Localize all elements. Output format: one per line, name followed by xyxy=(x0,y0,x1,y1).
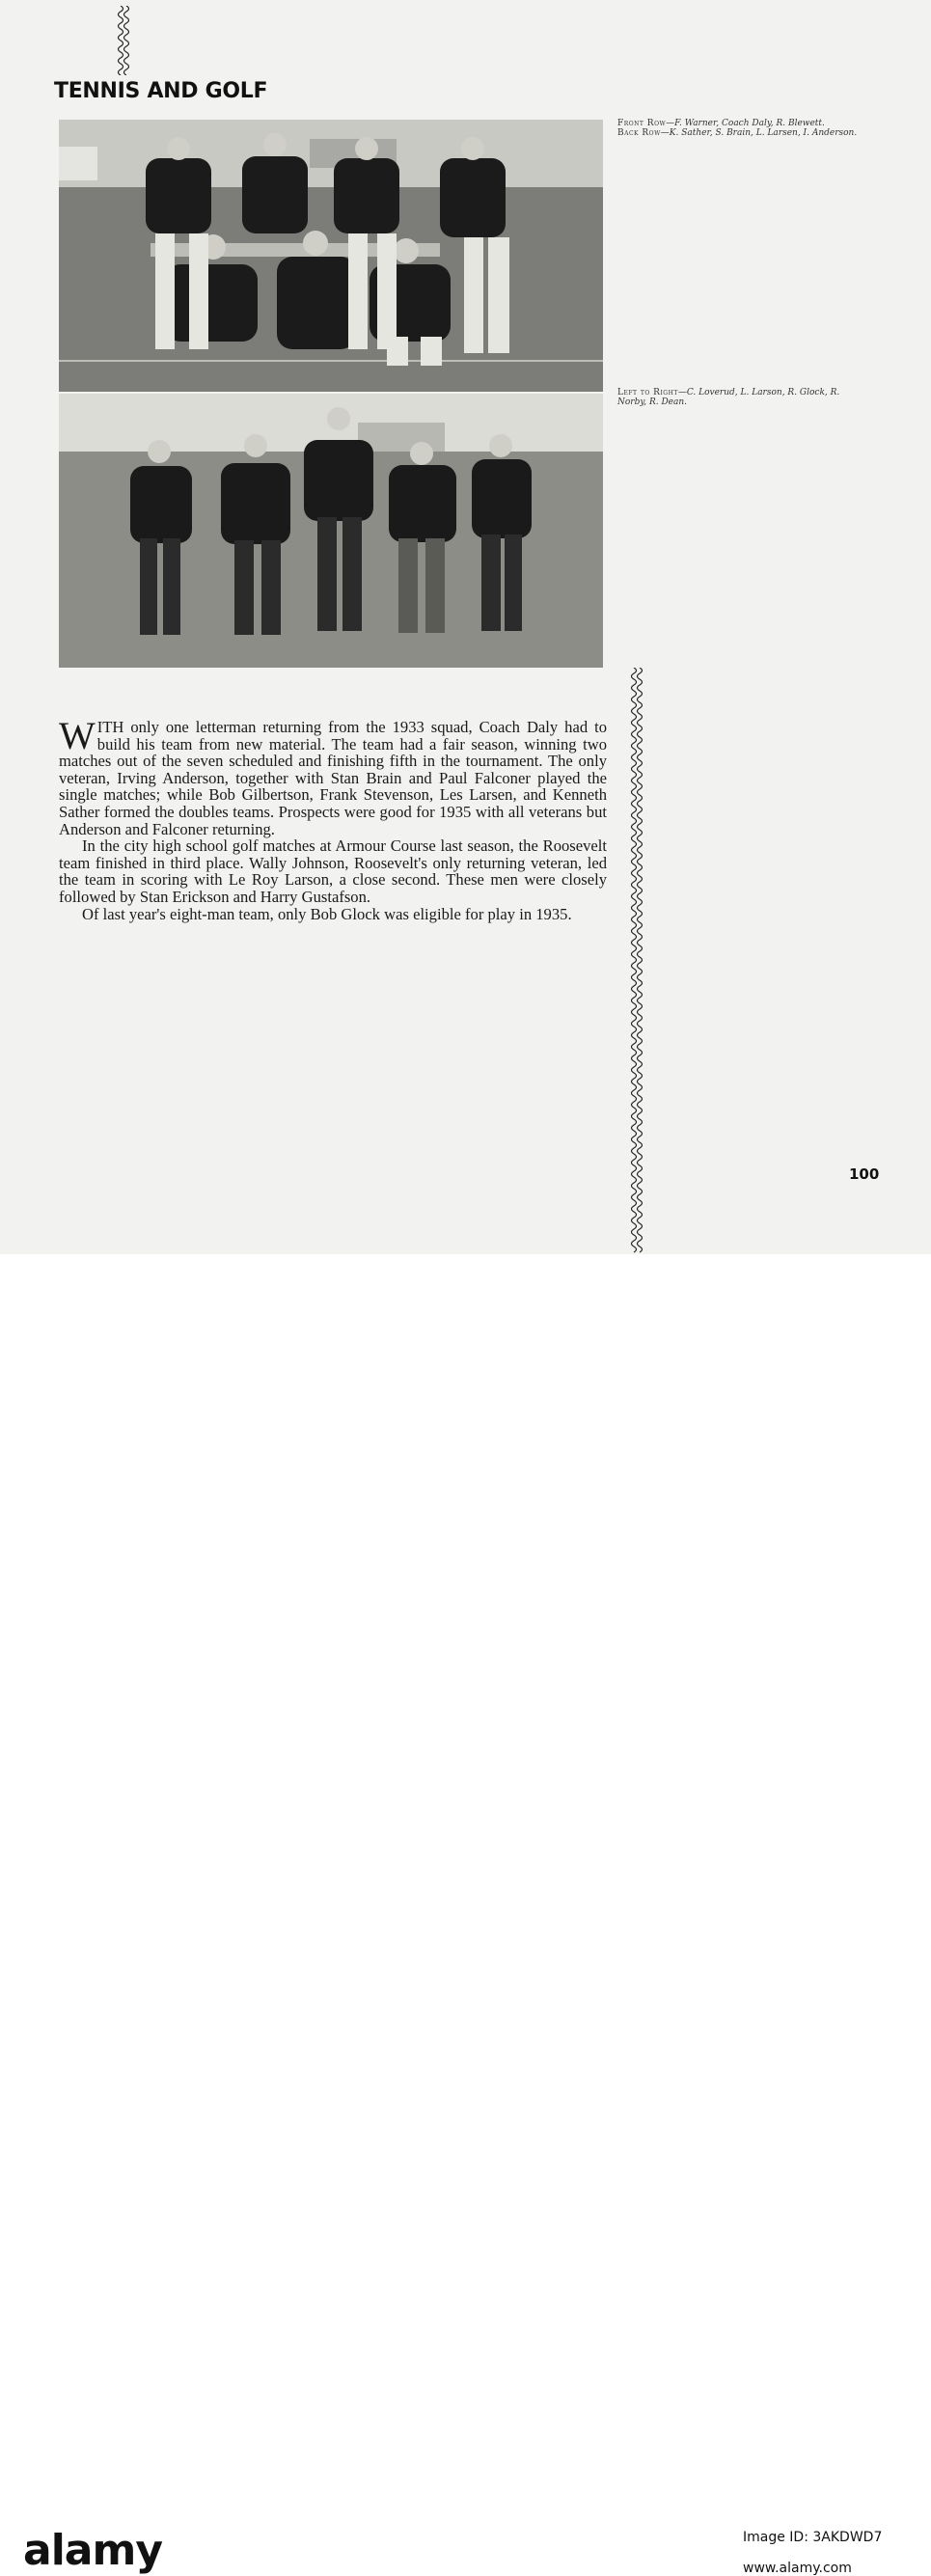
article-paragraph-1 xyxy=(59,714,607,838)
caption-left-to-right-label: Left to Right xyxy=(617,388,678,397)
watermark-url: www.alamy.com xyxy=(743,2561,852,2576)
yearbook-page xyxy=(0,0,931,1254)
top-wavy-rule xyxy=(112,6,133,75)
caption-front-row-label: Front Row xyxy=(617,119,667,128)
tennis-photo-caption xyxy=(617,119,870,138)
caption-back-row-label: Back Row xyxy=(617,128,661,138)
tennis-team-photo xyxy=(59,120,603,392)
drop-cap: W xyxy=(59,714,96,757)
golf-photo-caption xyxy=(617,388,870,407)
watermark-logo: alamy xyxy=(23,2526,162,2575)
article-paragraph-1-text: ITH only one letterman returning from the 1933 squad, Coach Daly had to build his team from new material. The team had a fair season, winning two matches out of the seven scheduled and finishing fifth in the tournament. The only veteran, Irving Anderson, together with Stan Brain and Paul Falconer played the single matches; while Bob Gilbertson, Frank Stevenson, Les Larsen, and Kenneth Sather formed the doubles teams. Prospects were good for 1935 with all veterans but Anderson and Falconer returning. xyxy=(59,718,607,838)
article-paragraph-2: In the city high school golf matches at Armour Course last season, the Roosevelt team finished in third place. Wally Johnson, Roosevelt's only returning veteran, led the team in scoring with Le Roy Larson, a close second. These men were closely followed by Stan Erickson and Harry Gustafson. xyxy=(59,836,607,906)
caption-golf-names: —C. Loverud, L. Larson, R. Glock, R. Norby, R. Dean. xyxy=(617,388,840,407)
article-body xyxy=(59,714,607,923)
caption-front-row-names: —F. Warner, Coach Daly, R. Blewett. xyxy=(666,119,825,128)
right-wavy-rule xyxy=(627,668,648,1254)
golf-team-photo xyxy=(59,394,603,668)
caption-back-row-names: —K. Sather, S. Brain, L. Larsen, I. Anderson. xyxy=(660,128,858,138)
image-id-text: Image ID: 3AKDWD7 xyxy=(743,2530,883,2545)
article-paragraph-3: Of last year's eight-man team, only Bob Glock was eligible for play in 1935. xyxy=(82,904,572,923)
page-title: TENNIS AND GOLF xyxy=(54,79,268,103)
watermark-strip xyxy=(0,1254,931,2576)
page-number: 100 xyxy=(849,1165,880,1183)
